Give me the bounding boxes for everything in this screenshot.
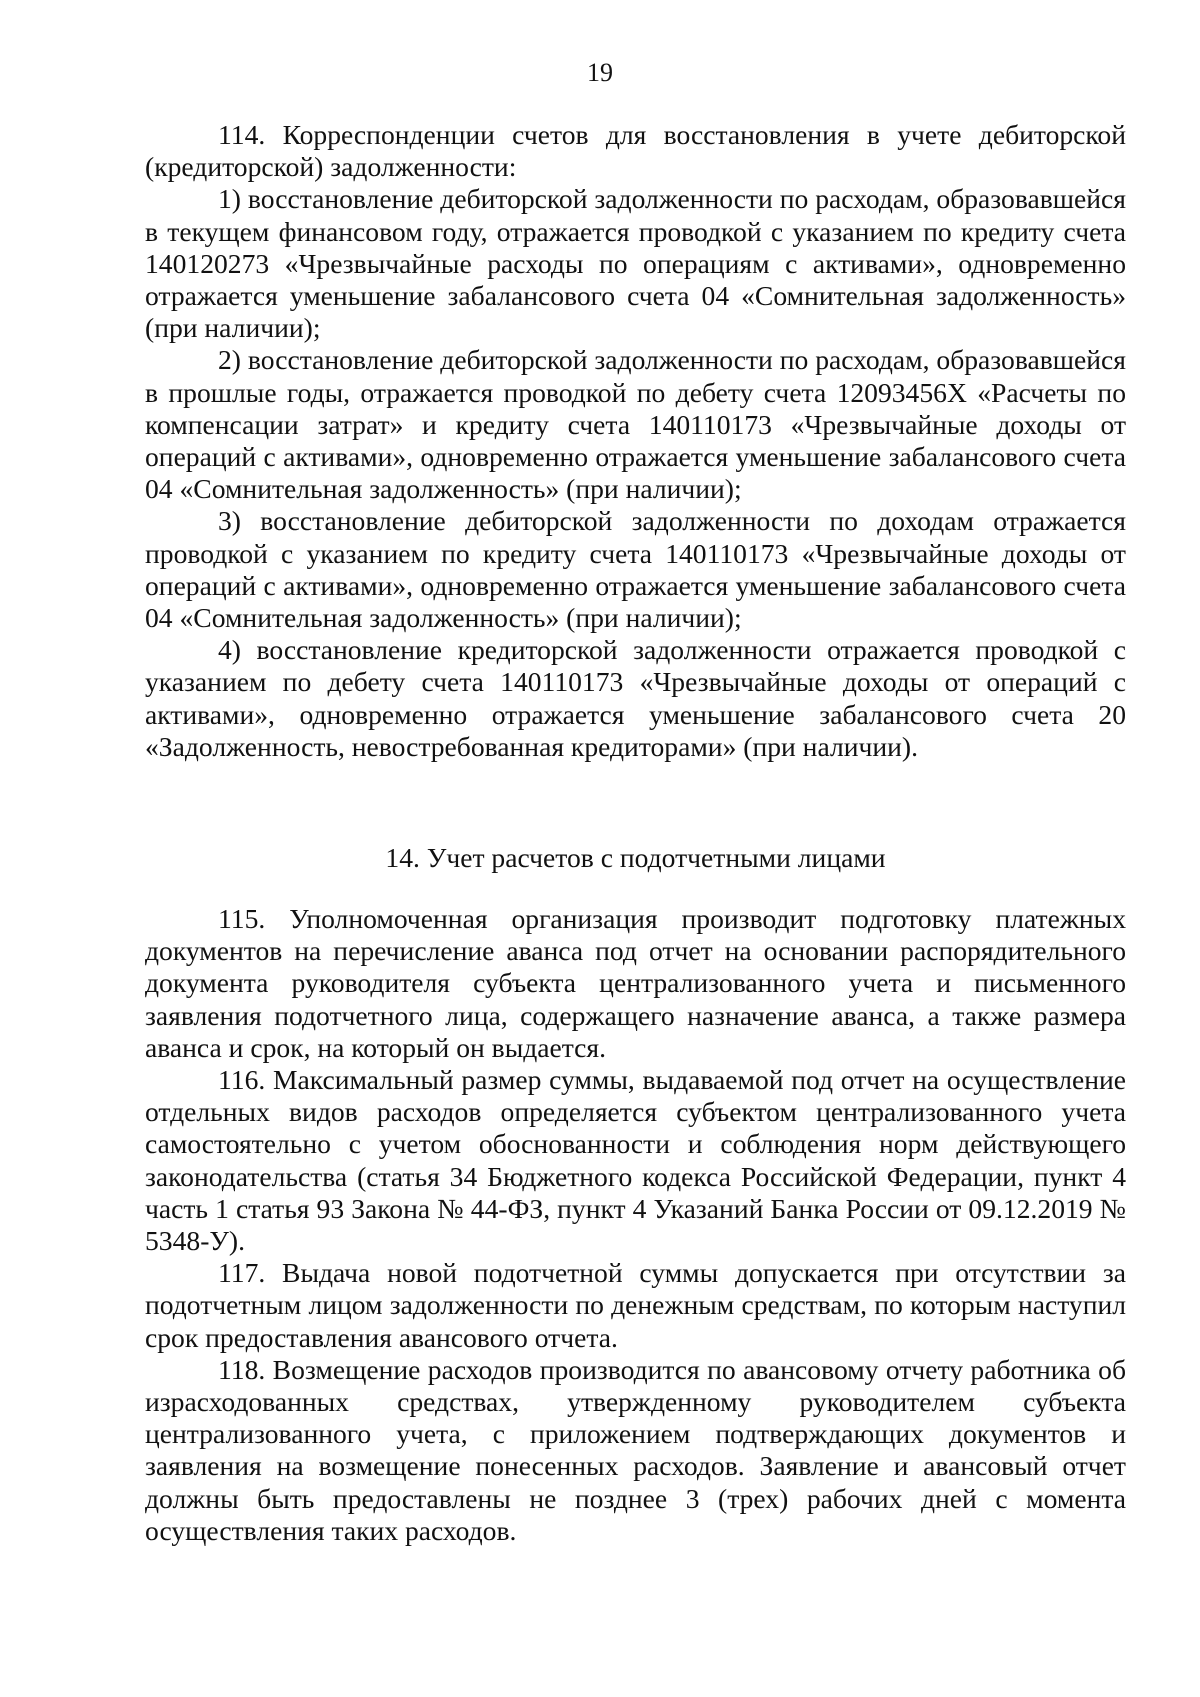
- paragraph-114-item-2: 2) восстановление дебиторской задолженности по расходам, образовавшейся в прошлые годы, отражается проводкой по дебету счета 12093456Х «Расчеты по компенсации затрат» и кредиту счета 140110173 «Чрезвычайные доходы от операций с активами», одновременно отражается уменьшение забалансового счета 04 «Сомнительная задолженность» (при наличии);: [145, 344, 1126, 505]
- paragraph-114-item-3: 3) восстановление дебиторской задолженности по доходам отражается проводкой с указанием по кредиту счета 140110173 «Чрезвычайные доходы от операций с активами», одновременно отражается уменьшение забалансового счета 04 «Сомнительная задолженность» (при наличии);: [145, 505, 1126, 634]
- page-number: 19: [587, 58, 613, 87]
- paragraph-114-item-4: 4) восстановление кредиторской задолженности отражается проводкой с указанием по дебету счета 140110173 «Чрезвычайные доходы от операций с активами», одновременно отражается уменьшение забалансового счета 20 «Задолженность, невостребованная кредиторами» (при наличии).: [145, 634, 1126, 762]
- paragraph-115: 115. Уполномоченная организация производит подготовку платежных документов на перечисление аванса под отчет на основании распорядительного документа руководителя субъекта централизованного учета и письменного заявления подотчетного лица, содержащего назначение аванса, а также размера аванса и срок, на который он выдается.: [145, 903, 1126, 1063]
- paragraph-118: 118. Возмещение расходов производится по авансовому отчету работника об израсходованных средствах, утвержденному руководителем субъекта централизованного учета, с приложением подтверждающих документов и заявления на возмещение понесенных расходов. Заявление и авансовый отчет должны быть предоставлены не позднее 3 (трех) рабочих дней с момента осуществления таких расходов.: [145, 1353, 1126, 1546]
- paragraph-group-114: [145, 119, 1126, 763]
- paragraph-117: 117. Выдача новой подотчетной суммы допускается при отсутствии за подотчетным лицом задолженности по денежным средствам, по которым наступил срок предоставления авансового отчета.: [145, 1257, 1126, 1353]
- paragraph-114-item-1: 1) восстановление дебиторской задолженности по расходам, образовавшейся в текущем финансовом году, отражается проводкой с указанием по кредиту счета 140120273 «Чрезвычайные расходы по операциям с активами», одновременно отражается уменьшение забалансового счета 04 «Сомнительная задолженность» (при наличии);: [145, 183, 1126, 344]
- paragraph-114: 114. Корреспонденции счетов для восстановления в учете дебиторской (кредиторской) задолженности:: [145, 119, 1126, 183]
- paragraph-group-115-118: [145, 903, 1126, 1547]
- paragraph-116: 116. Максимальный размер суммы, выдаваемой под отчет на осуществление отдельных видов расходов определяется субъектом централизованного учета самостоятельно с учетом обоснованности и соблюдения норм действующего законодательства (статья 34 Бюджетного кодекса Российской Федерации, пункт 4 часть 1 статья 93 Закона № 44-ФЗ, пункт 4 Указаний Банка России от 09.12.2019 № 5348-У).: [145, 1064, 1126, 1257]
- section-heading: 14. Учет расчетов с подотчетными лицами: [385, 842, 886, 873]
